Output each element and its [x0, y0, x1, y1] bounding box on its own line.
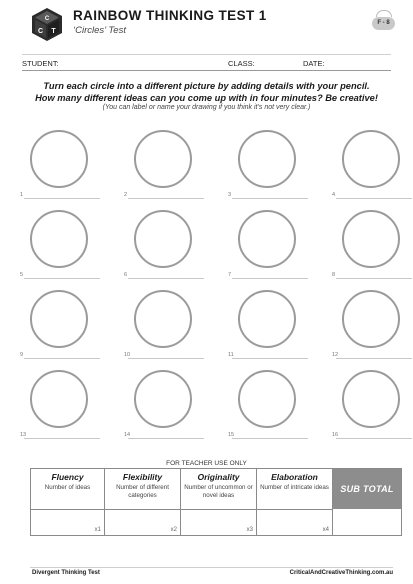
- fields-underline: [22, 70, 391, 71]
- circle-cell[interactable]: [20, 210, 100, 290]
- drawing-circle[interactable]: [30, 370, 88, 428]
- circle-number: 16: [332, 432, 339, 438]
- column-description: Number of intricate ideas: [260, 484, 329, 491]
- circle-cell[interactable]: [124, 370, 204, 450]
- footer-website-link[interactable]: CriticalAndCreativeThinking.com.au: [289, 570, 393, 576]
- circle-cell[interactable]: [228, 130, 308, 210]
- label-line: [336, 358, 412, 359]
- label-line: [128, 438, 204, 439]
- circle-cell[interactable]: [20, 130, 100, 210]
- drawing-circle[interactable]: [342, 290, 400, 348]
- label-line: [232, 278, 308, 279]
- label-line: [336, 198, 412, 199]
- table-divider: [31, 509, 333, 510]
- column-description: Number of uncommon or novel ideas: [184, 484, 253, 499]
- elaboration-column: [257, 469, 333, 535]
- instruction-line-1: Turn each circle into a different picture by adding details with your pencil.: [43, 81, 370, 91]
- subtotal-header: SUB TOTAL: [333, 469, 401, 509]
- circle-number: 1: [20, 192, 24, 198]
- score-multiplier[interactable]: x3: [246, 527, 253, 533]
- circle-number: 9: [20, 352, 24, 358]
- flexibility-column: [105, 469, 181, 535]
- circle-number: 5: [20, 272, 24, 278]
- column-heading: Originality: [197, 472, 240, 482]
- circle-cell[interactable]: [228, 210, 308, 290]
- circle-number: 10: [124, 352, 131, 358]
- circle-cell[interactable]: [124, 130, 204, 210]
- column-description: Number of ideas: [44, 484, 91, 491]
- date-label[interactable]: DATE:: [303, 59, 325, 68]
- circle-number: 13: [20, 432, 27, 438]
- drawing-circle[interactable]: [238, 130, 296, 188]
- drawing-circle[interactable]: [238, 370, 296, 428]
- drawing-circle[interactable]: [134, 290, 192, 348]
- drawing-circle[interactable]: [342, 130, 400, 188]
- circle-number: 8: [332, 272, 336, 278]
- circle-number: 12: [332, 352, 339, 358]
- drawing-circle[interactable]: [30, 290, 88, 348]
- label-line: [128, 198, 204, 199]
- circle-number: 2: [124, 192, 128, 198]
- label-line: [232, 438, 308, 439]
- circle-cell[interactable]: [20, 290, 100, 370]
- drawing-circle[interactable]: [134, 370, 192, 428]
- label-line: [128, 278, 204, 279]
- drawing-circle[interactable]: [134, 130, 192, 188]
- drawing-circle[interactable]: [342, 370, 400, 428]
- instruction-note: (You can label or name your drawing if you think it’s not very clear.): [102, 104, 311, 111]
- column-description: Number of different categories: [116, 484, 169, 499]
- column-heading: Fluency: [51, 472, 84, 482]
- circle-number: 15: [228, 432, 235, 438]
- page-subtitle: ‘Circles’ Test: [73, 25, 126, 36]
- header-divider: [22, 54, 391, 55]
- circle-cell[interactable]: [332, 370, 412, 450]
- circle-cell[interactable]: [124, 210, 204, 290]
- fluency-column: [31, 469, 105, 535]
- circle-number: 14: [124, 432, 131, 438]
- circle-cell[interactable]: [332, 210, 412, 290]
- label-line: [232, 358, 308, 359]
- teacher-use-caption: FOR TEACHER USE ONLY: [166, 460, 247, 467]
- grade-badge: F - 8: [372, 17, 395, 30]
- label-line: [336, 278, 412, 279]
- label-line: [24, 278, 100, 279]
- circle-cell[interactable]: [228, 290, 308, 370]
- footer-title: Divergent Thinking Test: [32, 570, 100, 576]
- label-line: [24, 198, 100, 199]
- drawing-circle[interactable]: [238, 290, 296, 348]
- circle-number: 6: [124, 272, 128, 278]
- subtotal-field[interactable]: [333, 509, 401, 535]
- drawing-circle[interactable]: [30, 130, 88, 188]
- label-line: [24, 358, 100, 359]
- cube-logo-icon: [31, 7, 63, 42]
- circle-cell[interactable]: [332, 290, 412, 370]
- class-label[interactable]: CLASS:: [228, 59, 255, 68]
- instruction-line-2: How many different ideas can you come up with in four minutes? Be creative!: [35, 93, 378, 103]
- circle-number: 7: [228, 272, 232, 278]
- label-line: [128, 358, 204, 359]
- label-line: [24, 438, 100, 439]
- circle-cell[interactable]: [228, 370, 308, 450]
- score-multiplier[interactable]: x4: [322, 527, 329, 533]
- drawing-circle[interactable]: [134, 210, 192, 268]
- circle-cell[interactable]: [124, 290, 204, 370]
- scoring-table: [30, 468, 402, 536]
- page-title: RAINBOW THINKING TEST 1: [73, 8, 267, 23]
- footer-divider: [30, 567, 393, 568]
- svg-text:C: C: [37, 28, 44, 35]
- circle-cell[interactable]: [20, 370, 100, 450]
- circle-number: 11: [228, 352, 234, 358]
- grade-badge-arc: [376, 10, 392, 17]
- circle-number: 3: [228, 192, 232, 198]
- circle-number: 4: [332, 192, 336, 198]
- label-line: [232, 198, 308, 199]
- label-line: [336, 438, 412, 439]
- svg-text:C: C: [44, 16, 50, 22]
- drawing-circle[interactable]: [30, 210, 88, 268]
- svg-text:T: T: [51, 28, 56, 35]
- originality-column: [181, 469, 257, 535]
- circle-cell[interactable]: [332, 130, 412, 210]
- column-heading: Flexibility: [122, 472, 163, 482]
- drawing-circle[interactable]: [238, 210, 296, 268]
- score-multiplier[interactable]: x2: [170, 527, 177, 533]
- drawing-circle[interactable]: [342, 210, 400, 268]
- score-multiplier[interactable]: x1: [94, 527, 101, 533]
- column-heading: Elaboration: [271, 472, 318, 482]
- student-label[interactable]: STUDENT:: [22, 59, 59, 68]
